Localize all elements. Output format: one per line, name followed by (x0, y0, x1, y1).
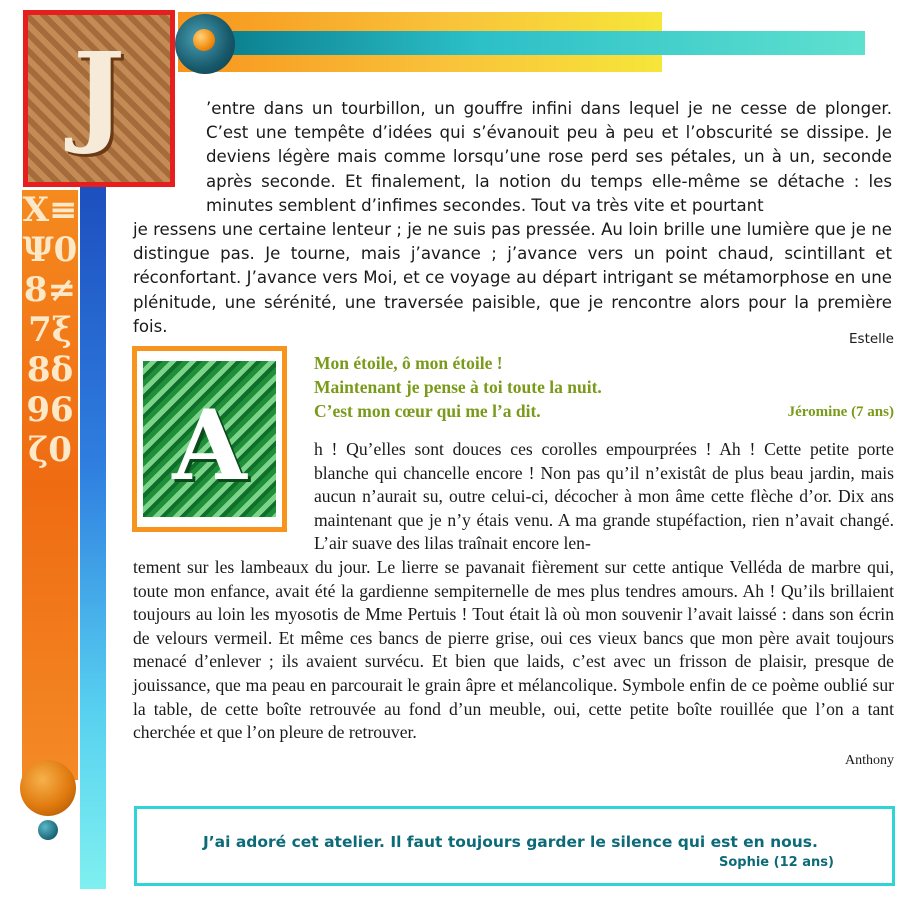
drop-cap-j (23, 10, 175, 187)
drop-cap-a-letter: A (172, 389, 247, 502)
top-teal-bar (215, 31, 865, 55)
bottom-small-sphere-ornament (38, 820, 58, 840)
anthony-paragraph-part2: tement sur les lambeaux du jour. Le lierre se pavanait fièrement sur cette antique Velléda de marbre qui, toute mon enfance, avait été la gardienne sempiternelle de mes plus tendres amours. Ah ! Qu’ils brillaient toujours au loin les myosotis de Mme Pertuis ! Tout était là où mon souvenir l’avait laissé : dans son écrin de velours vermeil. Et même ces bancs de pierre grise, oui ces vieux bancs que mon père avait toujours menacé d’enlever ; ils avaient survécu. Et bien que laids, c’est avec un frisson de plaisir, presque de jouissance, que ma peau en parcourait le grain âpre et mélancolique. Symbole enfin de ce poème oublié sur la table, de cette boîte retrouvée au fond d’un meuble, oui, cette petite boîte rouillée que l’on a tant cherchée et que l’on pleure de retrouver. (133, 557, 894, 743)
estelle-paragraph-part1: ’entre dans un tourbillon, un gouffre infini dans lequel je ne cesse de plonger. C’est une tempête d’idées qui s’évanouit peu à peu et l’obscurité se dissipe. Je deviens légère mais comme lorsqu’une rose perd ses pétales, un à un, seconde après seconde. Et finalement, la notion du temps elle-même se détache : les minutes semblent d’infimes secondes. Tout va très vite et pourtant (206, 99, 892, 215)
poem-line: Maintenant je pense à toi toute la nuit. (314, 377, 602, 397)
drop-cap-a (132, 346, 287, 532)
bottom-sphere-ornament (20, 760, 76, 816)
top-small-sphere-ornament (193, 29, 215, 51)
poem-line: C’est mon cœur qui me l’a dit. (314, 401, 541, 421)
left-blue-strip (80, 186, 106, 889)
estelle-paragraph-part2: je ressens une certaine lenteur ; je ne suis pas pressée. Au loin brille une lumière que je ne distingue pas. Je tourne, mais j’avance ; j’avance vers un point chaud, scintillant et réconfortant. J’avance vers Moi, et ce voyage au départ intrigant se métamorphose en une plénitude, une sérénité, une traversée paisible, que je rencontre alors pour la première fois. (133, 220, 892, 336)
quote-text: J’ai adoré cet atelier. Il faut toujours garder le silence qui est en nous. (203, 833, 818, 851)
quote-author: Sophie (12 ans) (719, 855, 834, 870)
anthony-signature: Anthony (845, 753, 894, 768)
left-glyph-strip (22, 190, 78, 780)
glyph-strip-characters: X≡Ψ08≠7ξ8δ96ζ0 (22, 190, 78, 470)
estelle-signature: Estelle (849, 331, 894, 347)
poem-author: Jéromine (7 ans) (787, 404, 894, 420)
drop-cap-j-letter: J (72, 28, 126, 157)
anthony-paragraph-part1: h ! Qu’elles sont douces ces corolles empourprées ! Ah ! Cette petite porte blanche qui chancelle encore ! Non pas qu’il n’existât de plus beau jardin, mais aucun n’aurait su, outre celui-ci, décocher à mon âme cette flèche d’or. Dix ans maintenant que je n’y étais venu. A ma grande stupéfaction, rien n’avait changé. L’air suave des lilas traînait encore len- (314, 439, 894, 554)
poem-line: Mon étoile, ô mon étoile ! (314, 353, 503, 373)
quote-box (134, 806, 895, 886)
